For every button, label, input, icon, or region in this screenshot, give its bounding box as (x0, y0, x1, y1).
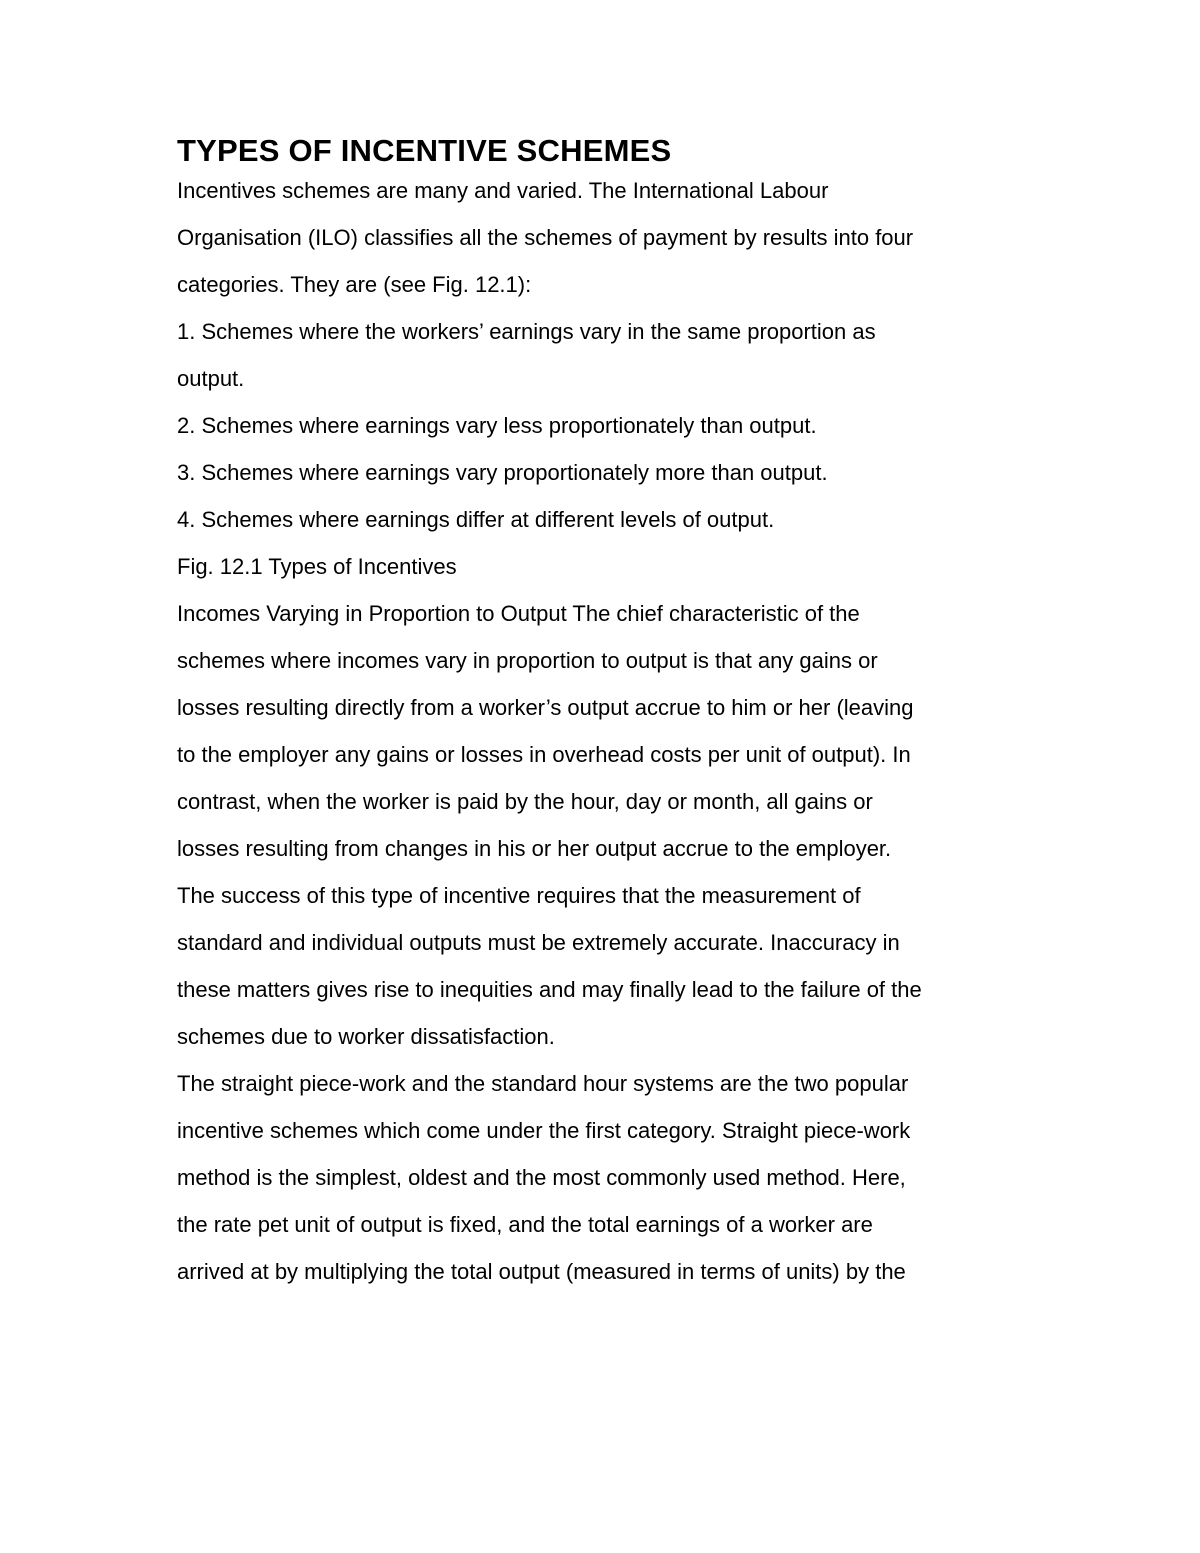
figure-caption: Fig. 12.1 Types of Incentives (177, 554, 457, 579)
paragraph-line: contrast, when the worker is paid by the hour, day or month, all gains or (177, 789, 873, 814)
list-item-3: 3. Schemes where earnings vary proportionately more than output. (177, 460, 828, 485)
list-item-1-continuation: output. (177, 366, 245, 391)
document-body (177, 128, 1037, 1305)
paragraph-line: Incentives schemes are many and varied. The International Labour (177, 178, 829, 203)
paragraph-line: Incomes Varying in Proportion to Output The chief characteristic of the (177, 601, 860, 626)
paragraph-line: method is the simplest, oldest and the most commonly used method. Here, (177, 1165, 906, 1190)
paragraph-line: schemes where incomes vary in proportion to output is that any gains or (177, 648, 878, 673)
list-item-1: 1. Schemes where the workers’ earnings vary in the same proportion as (177, 319, 876, 344)
list-item-4: 4. Schemes where earnings differ at different levels of output. (177, 507, 775, 532)
paragraph-line: The straight piece-work and the standard hour systems are the two popular (177, 1071, 909, 1096)
paragraph-line: losses resulting from changes in his or her output accrue to the employer. (177, 836, 892, 861)
paragraph-line: Organisation (ILO) classifies all the schemes of payment by results into four (177, 225, 914, 250)
paragraph-line: categories. They are (see Fig. 12.1): (177, 272, 532, 297)
paragraph-line: losses resulting directly from a worker’s output accrue to him or her (leaving (177, 695, 914, 720)
paragraph-line: standard and individual outputs must be extremely accurate. Inaccuracy in (177, 930, 900, 955)
list-item-2: 2. Schemes where earnings vary less proportionately than output. (177, 413, 817, 438)
document-title: TYPES OF INCENTIVE SCHEMES (177, 133, 672, 168)
paragraph-line: incentive schemes which come under the first category. Straight piece-work (177, 1118, 911, 1143)
paragraph-line: to the employer any gains or losses in overhead costs per unit of output). In (177, 742, 911, 767)
paragraph-line: schemes due to worker dissatisfaction. (177, 1024, 555, 1049)
paragraph-line: these matters gives rise to inequities and may finally lead to the failure of the (177, 977, 922, 1002)
paragraph-line: The success of this type of incentive requires that the measurement of (177, 883, 861, 908)
paragraph-line: the rate pet unit of output is fixed, and the total earnings of a worker are (177, 1212, 873, 1237)
paragraph-line: arrived at by multiplying the total output (measured in terms of units) by the (177, 1259, 906, 1284)
